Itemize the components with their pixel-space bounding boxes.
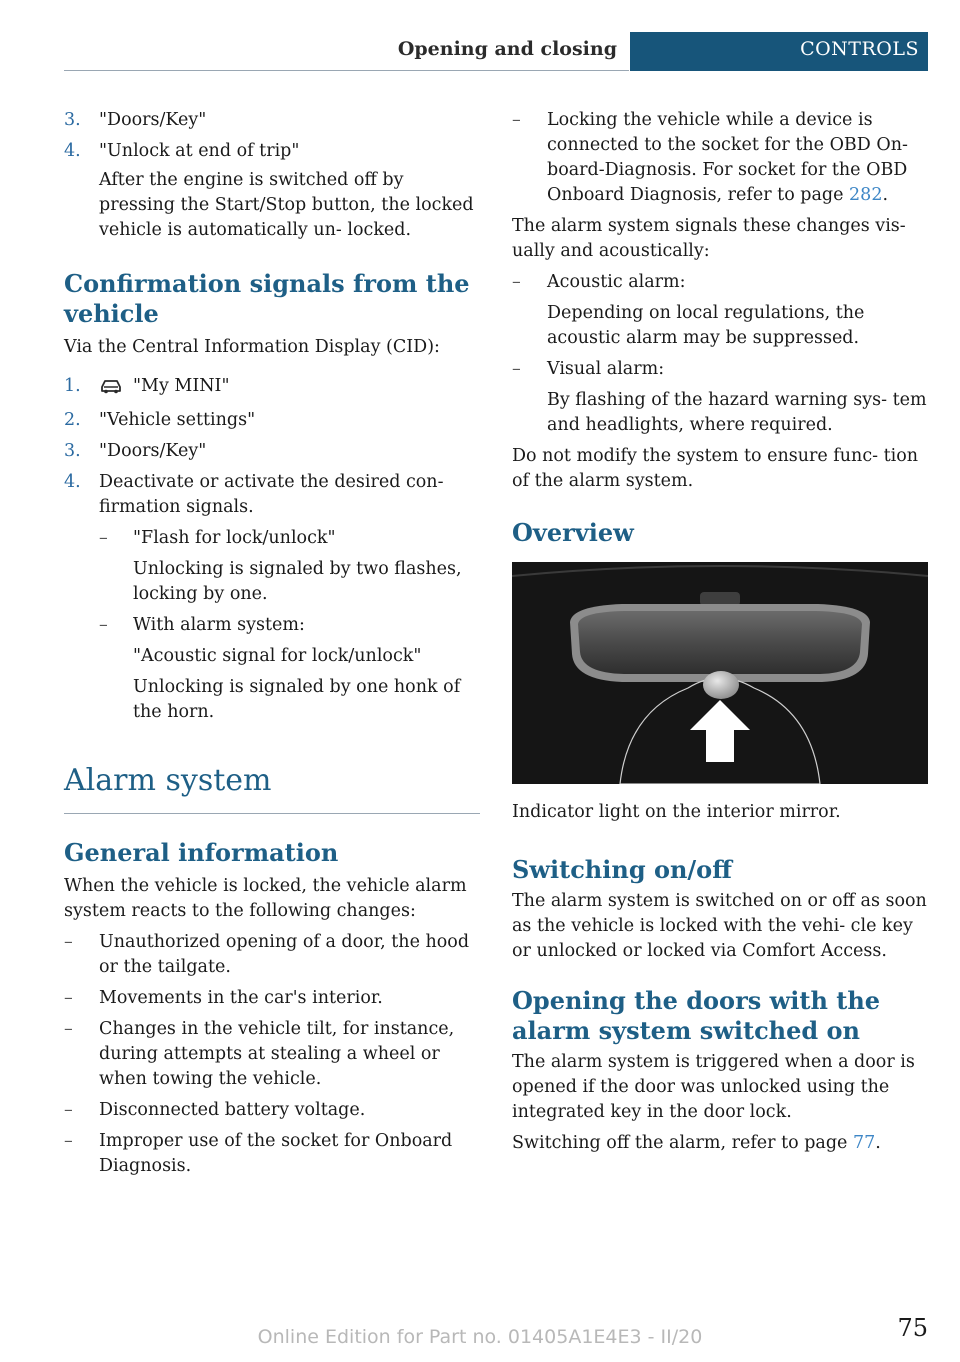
left-column: [64, 108, 480, 1185]
list-item: [64, 374, 480, 402]
opening-doors-heading: Opening the doors with the alarm system switched on: [512, 986, 881, 1045]
sub-list-item: [99, 526, 480, 551]
sub-list: [64, 526, 480, 725]
section-title: Opening and closing: [397, 38, 617, 60]
acoustic-description: Depending on local regulations, the acoustic alarm may be suppressed.: [547, 303, 865, 348]
dash-bullet: –: [99, 528, 108, 548]
item-number: 4.: [64, 472, 81, 492]
dash-bullet: –: [99, 615, 108, 635]
list-item: [64, 986, 480, 1011]
change-text: Unauthorized opening of a door, the hood or the tailgate.: [99, 932, 470, 977]
dash-bullet: –: [64, 1019, 73, 1039]
sub-item-label: "Flash for lock/unlock": [133, 528, 336, 548]
right-column: [512, 108, 928, 1162]
dash-bullet: –: [64, 932, 73, 952]
sub-item-description: Unlocking is signaled by two flashes, locking by one.: [133, 559, 462, 604]
header-section-area: [64, 32, 629, 71]
visual-label: Visual alarm:: [547, 359, 665, 379]
punctuation: .: [882, 185, 889, 205]
switching-text: The alarm system is switched on or off as soon as the vehicle is locked with the vehi‐ cle key or unlocked or locked via Comfort Access.: [512, 891, 927, 961]
change-text: Disconnected battery voltage.: [99, 1100, 366, 1120]
list-item: [64, 439, 480, 464]
page-link-77[interactable]: 77: [852, 1133, 876, 1153]
punctuation: .: [875, 1133, 881, 1153]
list-item: [64, 139, 480, 164]
list-item: [64, 1129, 480, 1179]
car-icon: [99, 377, 123, 402]
figure-caption: Indicator light on the interior mirror.: [512, 802, 841, 822]
item-number: 2.: [64, 410, 81, 430]
item-text: "Doors/Key": [99, 110, 207, 130]
obd-item-text: Locking the vehicle while a device is connected to the socket for the OBD On‐ board-Diagnosis. For socket for the OBD Onboard Diagnosis, refer to page: [547, 110, 908, 205]
confirmation-heading: Confirmation signals from the vehicle: [64, 269, 470, 328]
list-item: [64, 108, 480, 133]
item-number: 3.: [64, 441, 81, 461]
dash-bullet: –: [64, 1131, 73, 1151]
sub-item-signal: "Acoustic signal for lock/unlock": [133, 646, 422, 666]
switch-off-paragraph: [512, 1131, 928, 1156]
page-header: [64, 32, 928, 71]
dash-bullet: –: [512, 272, 521, 292]
acoustic-label: Acoustic alarm:: [547, 272, 686, 292]
confirmation-intro: Via the Central Information Display (CID):: [64, 337, 440, 357]
signals-intro: The alarm system signals these changes vis‐ ually and acoustically:: [512, 216, 906, 261]
page-number: 75: [897, 1314, 928, 1342]
dash-bullet: –: [512, 110, 521, 130]
mirror-figure: [512, 562, 928, 784]
visual-description: By flashing of the hazard warning sys‐ tem and headlights, where required.: [547, 390, 927, 435]
list-item: [64, 470, 480, 520]
item-number: 3.: [64, 110, 81, 130]
interior-mirror-illustration: [512, 562, 928, 784]
item-text: "Doors/Key": [99, 441, 207, 461]
dash-bullet: –: [512, 359, 521, 379]
list-item: [512, 270, 928, 295]
alarm-system-title: Alarm system: [64, 763, 272, 798]
list-item: [64, 930, 480, 980]
item-text: "Unlock at end of trip": [99, 141, 300, 161]
sub-list-item: [99, 613, 480, 638]
dash-bullet: –: [64, 988, 73, 1008]
list-item: [64, 408, 480, 433]
header-chapter-tab: [630, 32, 928, 71]
item-text: "Vehicle settings": [99, 410, 256, 430]
page-link-282[interactable]: 282: [849, 185, 883, 205]
switch-off-text: Switching off the alarm, refer to page: [512, 1133, 853, 1153]
general-info-intro: When the vehicle is locked, the vehicle alarm system reacts to the following changes:: [64, 876, 467, 921]
overview-heading: Overview: [512, 518, 634, 547]
switching-heading: Switching on/off: [512, 855, 732, 884]
list-item: [64, 1017, 480, 1092]
edition-footer: Online Edition for Part no. 01405A1E4E3 - II/20: [257, 1326, 703, 1348]
item-number: 4.: [64, 141, 81, 161]
chapter-title: CONTROLS: [800, 38, 919, 60]
list-item: [512, 108, 928, 208]
sub-item-label: With alarm system:: [133, 615, 305, 635]
item-text: Deactivate or activate the desired con‐ firmation signals.: [99, 472, 444, 517]
list-item: [64, 1098, 480, 1123]
dash-bullet: –: [64, 1100, 73, 1120]
change-text: Changes in the vehicle tilt, for instance, during attempts at stealing a wheel or when towing the vehicle.: [99, 1019, 455, 1089]
change-text: Improper use of the socket for Onboard Diagnosis.: [99, 1131, 453, 1176]
list-item: [512, 357, 928, 382]
general-info-heading: General information: [64, 838, 339, 867]
unlock-description: After the engine is switched off by pressing the Start/Stop button, the locked vehicle is automatically un‐ locked.: [99, 170, 474, 240]
change-text: Movements in the car's interior.: [99, 988, 383, 1008]
item-text: "My MINI": [133, 376, 230, 396]
item-number: 1.: [64, 376, 81, 396]
sub-item-description: Unlocking is signaled by one honk of the horn.: [133, 677, 461, 722]
title-divider: [64, 813, 480, 814]
modify-note: Do not modify the system to ensure func‐ tion of the alarm system.: [512, 446, 919, 491]
opening-doors-text: The alarm system is triggered when a door is opened if the door was unlocked using the integrated key in the door lock.: [512, 1052, 915, 1122]
